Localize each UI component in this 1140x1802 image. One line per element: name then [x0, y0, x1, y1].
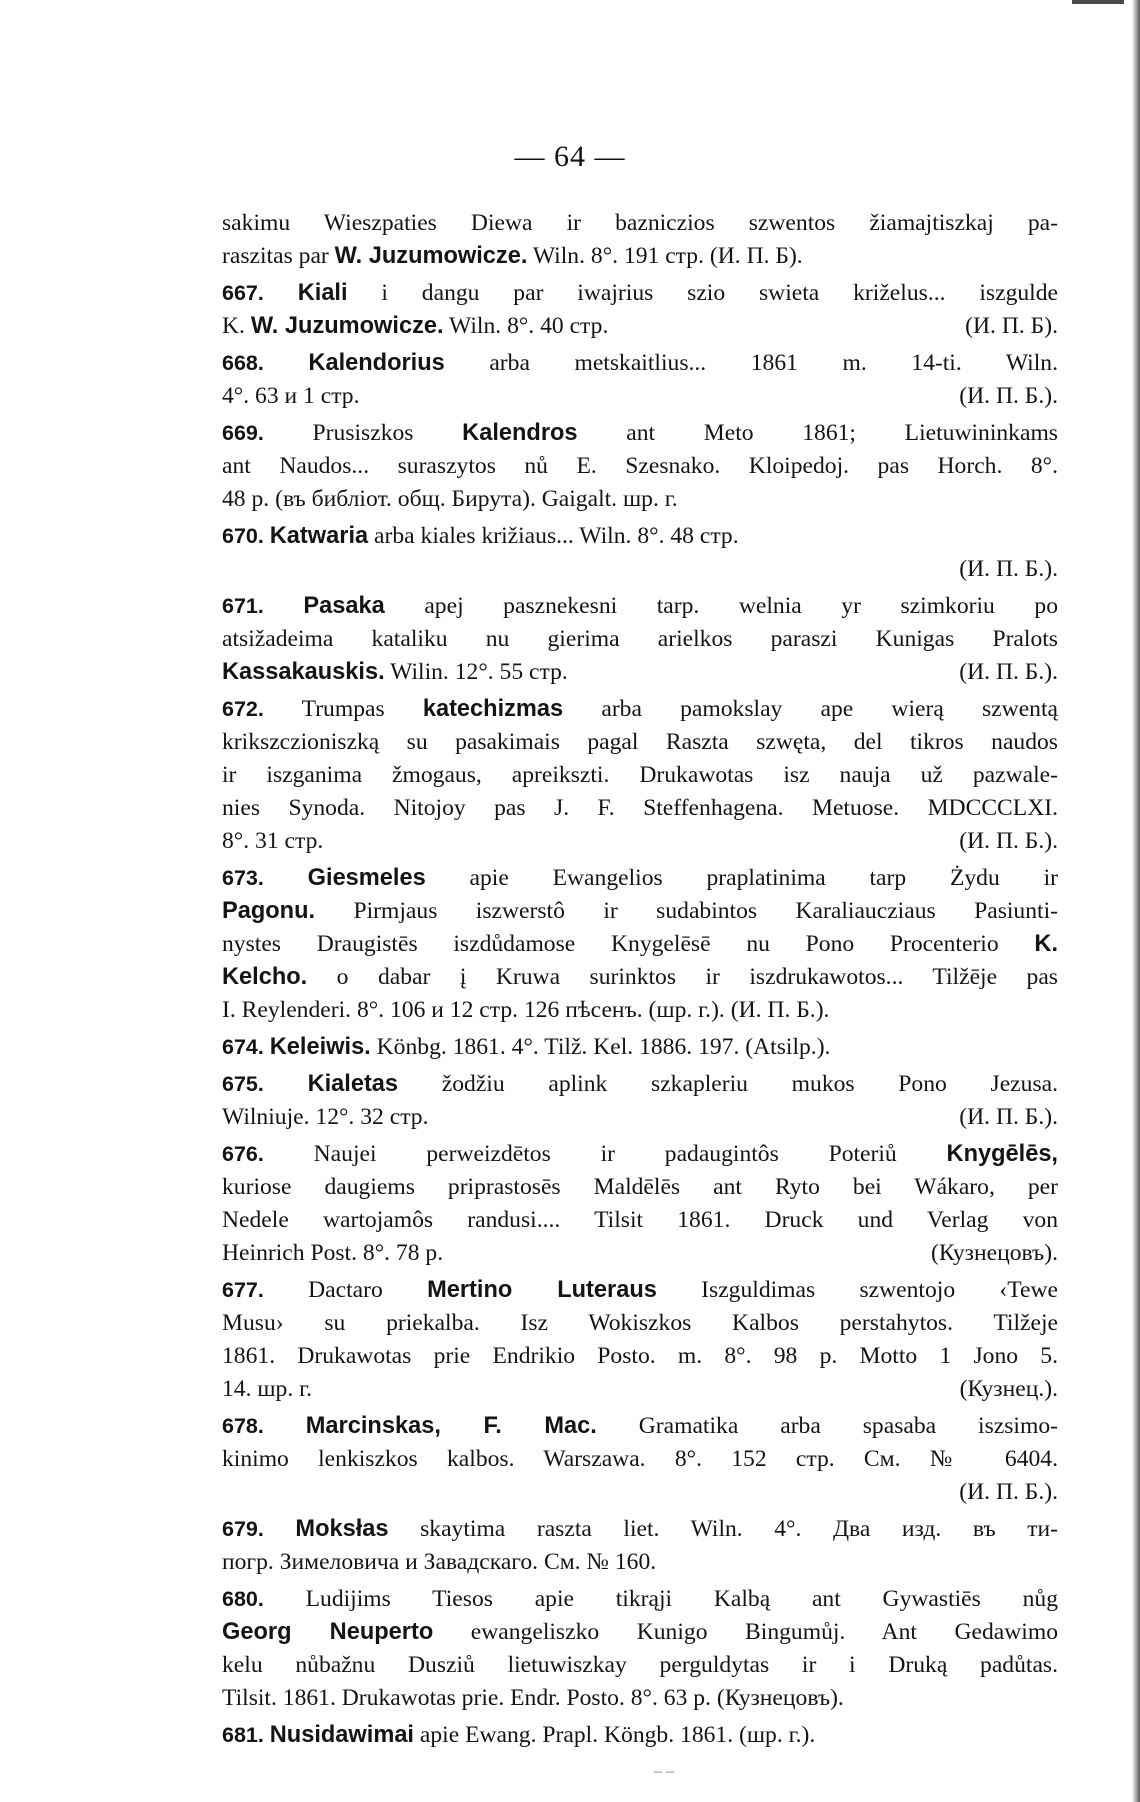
text-run: ir iszganima žmogaus, apreikszti. Drukawotas isz nauja už pazwale-	[222, 762, 1058, 788]
text-line	[222, 1443, 1058, 1476]
text-line	[222, 1340, 1058, 1373]
text-run: погр. Зимеловича и Завадскаго. См. № 160.	[222, 1549, 657, 1575]
bold-title: W. Juzumowicze.	[334, 243, 528, 269]
bold-title: Marcinskas, F. Mac.	[305, 1413, 597, 1439]
text-run: sakimu Wieszpaties Diewa ir bazniczios szwentos žiamajtiszkaj pa-	[222, 210, 1058, 236]
bold-title: Giesmeles	[307, 865, 426, 891]
text-line	[222, 726, 1058, 759]
entry-number: 673.	[222, 866, 264, 890]
entry-number: 667.	[222, 281, 264, 305]
entry-number: 672.	[222, 697, 264, 721]
text-line	[222, 1719, 1058, 1752]
text-run	[264, 865, 308, 891]
catalog-text	[222, 207, 1058, 1752]
bold-title: Keleiwis.	[269, 1034, 371, 1060]
text-line	[222, 759, 1058, 792]
text-run: Wiln. 8°. 40 стр.	[443, 313, 609, 339]
entry-number: 681.	[222, 1723, 264, 1747]
text-run: arba kiales križiaus... Wiln. 8°. 48 стр.	[368, 523, 739, 549]
text-run: i dangu par iwajrius szio swieta križelus... iszgulde	[347, 280, 1058, 306]
bold-title: Kassakauskis.	[222, 659, 385, 685]
source-reference: (И. П. Б.).	[959, 659, 1058, 685]
bold-title: Nusidawimai	[269, 1722, 414, 1748]
text-run: Heinrich Post. 8°. 78 p.	[222, 1240, 444, 1266]
text-line	[222, 994, 1058, 1027]
text-run: Wilin. 12°. 55 стр.	[384, 659, 568, 685]
text-run: o dabar į Kruwa surinktos ir iszdrukawotos... Tilžēje pas	[307, 964, 1058, 990]
bold-title: Kelcho.	[222, 964, 308, 990]
text-line	[222, 1101, 1058, 1134]
page-number: — 64 —	[514, 140, 626, 173]
entry-number: 675.	[222, 1072, 264, 1096]
text-run: Gramatika arba spasaba iszsimo-	[596, 1413, 1058, 1439]
text-run: Wilniuje. 12°. 32 стр.	[222, 1104, 429, 1130]
text-line	[222, 1031, 1058, 1064]
bold-title: Moksłas	[295, 1516, 389, 1542]
text-line	[222, 825, 1058, 858]
text-line	[222, 207, 1058, 240]
entry-number: 676.	[222, 1142, 264, 1166]
text-line	[222, 1068, 1058, 1101]
source-reference: (Кузнецовъ).	[931, 1240, 1058, 1266]
text-run	[264, 350, 309, 376]
entry-number: 674.	[222, 1035, 264, 1059]
text-run: arba pamokslay ape wierą szwentą	[563, 696, 1058, 722]
text-line	[222, 1476, 1058, 1509]
entry-number: 678.	[222, 1414, 264, 1438]
text-line	[222, 277, 1058, 310]
text-line	[222, 450, 1058, 483]
text-run: ant Meto 1861; Lietuwininkams	[577, 420, 1058, 446]
text-line	[222, 961, 1058, 994]
text-line	[222, 590, 1058, 623]
text-run: raszitas par	[222, 243, 335, 269]
source-reference: (И. П. Б.).	[959, 1104, 1058, 1130]
text-run	[264, 1413, 306, 1439]
text-run: ant Naudos... suraszytos nů E. Szesnako. Kloipedoj. pas Horch. 8°.	[222, 453, 1058, 479]
text-run: ewangeliszko Kunigo Bingumůj. Ant Gedawimo	[433, 1619, 1058, 1645]
text-run: Prusiszkos	[263, 420, 463, 446]
text-line	[222, 380, 1058, 413]
bold-title: Georg Neuperto	[222, 1619, 434, 1645]
text-line	[222, 1138, 1058, 1171]
source-reference: (И. П. Б.).	[959, 556, 1058, 582]
text-run	[264, 1071, 308, 1097]
page-edge-shadow	[1132, 0, 1140, 1802]
text-run: apej pasznekesni tarp. welnia yr szimkoriu po	[384, 593, 1058, 619]
bottom-marks: – –	[654, 1763, 674, 1780]
bold-title: katechizmas	[422, 696, 564, 722]
text-run: Könbg. 1861. 4°. Tilž. Kel. 1886. 197. (Atsilp.).	[370, 1034, 831, 1060]
text-line	[222, 417, 1058, 450]
text-line	[222, 895, 1058, 928]
text-line	[222, 693, 1058, 726]
text-line	[222, 1583, 1058, 1616]
text-run	[264, 280, 298, 306]
entry-number: 668.	[222, 351, 264, 375]
text-line	[222, 1513, 1058, 1546]
source-reference: (И. П. Б.).	[959, 383, 1058, 409]
text-run: 8°. 31 стр.	[222, 828, 324, 854]
text-run: arba metskaitlius... 1861 m. 14-ti. Wiln.	[444, 350, 1058, 376]
text-line	[222, 240, 1058, 273]
text-line	[222, 1649, 1058, 1682]
bold-title: Mertino Luteraus	[427, 1277, 657, 1303]
bold-title: Kalendorius	[308, 350, 445, 376]
text-run: Tilsit. 1861. Drukawotas prie. Endr. Posto. 8°. 63 p. (Кузнецовъ).	[222, 1685, 844, 1711]
bold-title: W. Juzumowicze.	[250, 313, 444, 339]
text-run: nystes Draugistēs iszdůdamose Knygelēsē nu Pono Procenterio	[222, 931, 1035, 957]
text-run: Nedele wartojamôs randusi.... Tilsit 1861. Druck und Verlag von	[222, 1207, 1058, 1233]
bold-title: Kialetas	[307, 1071, 399, 1097]
text-run: K.	[222, 313, 251, 339]
text-line	[222, 1616, 1058, 1649]
text-run: Wiln. 8°. 191 стр. (И. П. Б).	[527, 243, 803, 269]
text-run: 48 p. (въ библіот. общ. Бирута). Gaigalt. шр. г.	[222, 486, 678, 512]
bold-title: Katwaria	[269, 523, 369, 549]
text-line	[222, 862, 1058, 895]
text-run	[264, 593, 304, 619]
text-run: Musu› su priekalba. Isz Wokiszkos Kalbos perstahytos. Tilžeje	[222, 1310, 1058, 1336]
text-run: Pirmjaus iszwerstô ir sudabintos Karaliaucziaus Pasiunti-	[315, 898, 1058, 924]
text-run	[264, 1516, 296, 1542]
text-run: Ludijims Tiesos apie tikrąji Kalbą ant Gywastiēs nůg	[263, 1586, 1058, 1612]
text-run: Iszguldimas szwentojo ‹Tewe	[656, 1277, 1059, 1303]
text-line	[222, 483, 1058, 516]
entry-number: 677.	[222, 1278, 264, 1302]
text-line	[222, 347, 1058, 380]
source-reference: (И. П. Б.).	[959, 1479, 1058, 1505]
text-run: krikszczioniszką su pasakimais pagal Raszta szwęta, del tikros naudos	[222, 729, 1058, 755]
text-line	[222, 792, 1058, 825]
text-line	[222, 623, 1058, 656]
source-reference: (Кузнец.).	[959, 1376, 1058, 1402]
entry-number: 669.	[222, 421, 264, 445]
bold-title: Pasaka	[303, 593, 385, 619]
text-run: atsižadeima kataliku nu gierima arielkos paraszi Kunigas Pralots	[222, 626, 1058, 652]
text-line	[222, 1682, 1058, 1715]
text-run: žodžiu aplink szkapleriu mukos Pono Jezusa.	[398, 1071, 1058, 1097]
text-run: Naujei perweizdētos ir padaugintôs Poteriů	[263, 1141, 947, 1167]
text-line	[222, 1410, 1058, 1443]
text-line	[222, 520, 1058, 553]
entry-number: 680.	[222, 1587, 264, 1611]
text-run: apie Ewangelios praplatinima tarp Żydu ir	[425, 865, 1058, 891]
text-line	[222, 928, 1058, 961]
source-reference: (И. П. Б).	[965, 313, 1058, 339]
text-line	[222, 310, 1058, 343]
entry-number: 671.	[222, 594, 264, 618]
text-run: kinimo lenkiszkos kalbos. Warszawa. 8°. 152 стр. См. № 6404.	[222, 1446, 1058, 1472]
source-reference: (И. П. Б.).	[959, 828, 1058, 854]
bold-title: Kalendros	[462, 420, 578, 446]
bold-title: Knygēlēs,	[946, 1141, 1058, 1167]
text-line	[222, 1171, 1058, 1204]
text-run: Trumpas	[263, 696, 423, 722]
entry-number: 670.	[222, 524, 264, 548]
text-line	[222, 656, 1058, 689]
text-run: 4°. 63 и 1 стр.	[222, 383, 360, 409]
text-run: kuriose daugiems priprastosēs Maldēlēs ant Ryto bei Wákaro, per	[222, 1174, 1058, 1200]
text-run: 14. шр. г.	[222, 1376, 313, 1402]
text-run: 1861. Drukawotas prie Endrikio Posto. m. 8°. 98 p. Motto 1 Jono 5.	[222, 1343, 1058, 1369]
text-line	[222, 1546, 1058, 1579]
text-run: I. Reylenderi. 8°. 106 и 12 стр. 126 пѣсенъ. (шр. г.). (И. П. Б.).	[222, 997, 830, 1023]
text-run: skaytima raszta liet. Wiln. 4°. Два изд. въ ти-	[388, 1516, 1058, 1542]
text-run: nies Synoda. Nitojoy pas J. F. Steffenhagena. Metuose. MDCCCLXI.	[222, 795, 1058, 821]
text-line	[222, 1307, 1058, 1340]
bold-title: Pagonu.	[222, 898, 316, 924]
bold-title: Kiali	[297, 280, 348, 306]
text-run: kelu nůbažnu Dusziů lietuwiszkay perguldytas ir i Druką padůtas.	[222, 1652, 1058, 1678]
bold-title: K.	[1034, 931, 1058, 957]
text-line	[222, 1373, 1058, 1406]
text-run: apie Ewang. Prapl. Köngb. 1861. (шр. г.).	[414, 1722, 816, 1748]
text-line	[222, 1274, 1058, 1307]
text-line	[222, 1204, 1058, 1237]
scan-mark	[1072, 0, 1124, 4]
text-run: Dactaro	[263, 1277, 428, 1303]
entry-number: 679.	[222, 1517, 264, 1541]
text-line	[222, 553, 1058, 586]
text-line	[222, 1237, 1058, 1270]
